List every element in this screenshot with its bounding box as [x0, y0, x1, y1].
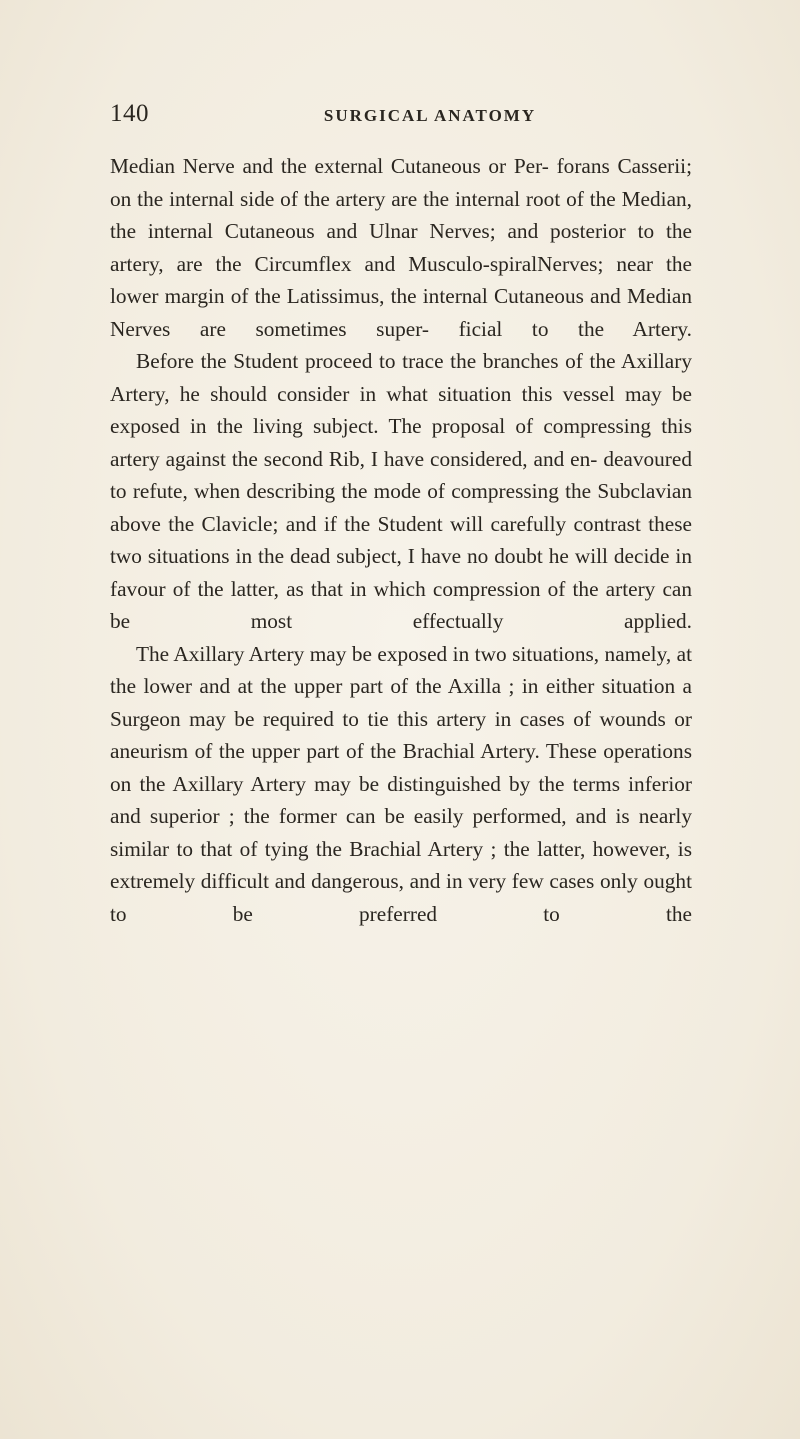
text-line: Before the Student proceed to trace the branches [136, 349, 559, 373]
text-line: to that of tying the Brachial Artery ; the latter, [176, 836, 586, 861]
text-line: are the internal root of the Median, the internal [110, 186, 693, 243]
text-line: and if the Student will carefully contrast these two [110, 511, 692, 568]
text-line: These operations on the Axillary Artery may be [110, 739, 692, 796]
text-line: in very few cases only ought to be preferred to the [110, 869, 693, 926]
paragraph [110, 638, 692, 931]
paragraph [110, 345, 692, 638]
text-line: situations in the dead subject, I have no doubt he [147, 544, 569, 568]
text-line: will decide in favour of the latter, as that in which [110, 544, 693, 601]
text-line: may be required to tie this artery in cases of wounds [189, 706, 666, 731]
running-head-title: SURGICAL ANATOMY [323, 106, 537, 125]
text-line: deavoured to refute, when describing the mode of [110, 446, 693, 503]
text-line: or aneurism of the upper part of the Brachial Artery. [110, 706, 692, 763]
text-line: situation this vessel may be exposed in the living [110, 381, 693, 438]
text-line: against the second Rib, I have considered, and en- [165, 446, 598, 471]
page-number: 140 [110, 100, 149, 127]
running-head [110, 100, 690, 132]
paragraph [110, 150, 692, 345]
text-line: of the Axillary Artery, he should consider in what [110, 349, 692, 406]
text-line: Median Nerve and the external Cutaneous or Per- [110, 154, 549, 178]
text-line: part of the Axilla ; in either situation a Surgeon [110, 674, 693, 731]
text-line: applied. [624, 609, 693, 633]
text-line: former can be easily performed, and is nearly similar [110, 804, 692, 861]
body-text [110, 150, 692, 930]
text-line: ficial to the Artery. [458, 316, 692, 341]
text-line: The Axillary Artery may be exposed in two [136, 641, 507, 666]
text-line: forans Casserii; on the internal side of the artery [110, 154, 693, 211]
text-line: near the lower margin of the Latissimus, the internal [110, 251, 692, 308]
text-line: compressing the Subclavian above the Clavicle; [110, 479, 692, 536]
text-line: Cutaneous and Ulnar Nerves; and posterior to the [224, 219, 693, 243]
text-line: artery, are the Circumflex and Musculo-spiralNerves; [110, 251, 604, 276]
text-line: subject. The proposal of compressing this artery [110, 414, 692, 471]
text-line: Cutaneous and Median Nerves are sometimes super- [110, 284, 692, 341]
text-line: however, is extremely difficult and dangerous, and [110, 836, 692, 893]
text-line: distinguished by the terms inferior and superior ; the [110, 771, 693, 828]
text-line: situations, namely, at the lower and at the upper [110, 641, 692, 698]
text-line: compression of the artery can be most effectually [110, 576, 692, 633]
